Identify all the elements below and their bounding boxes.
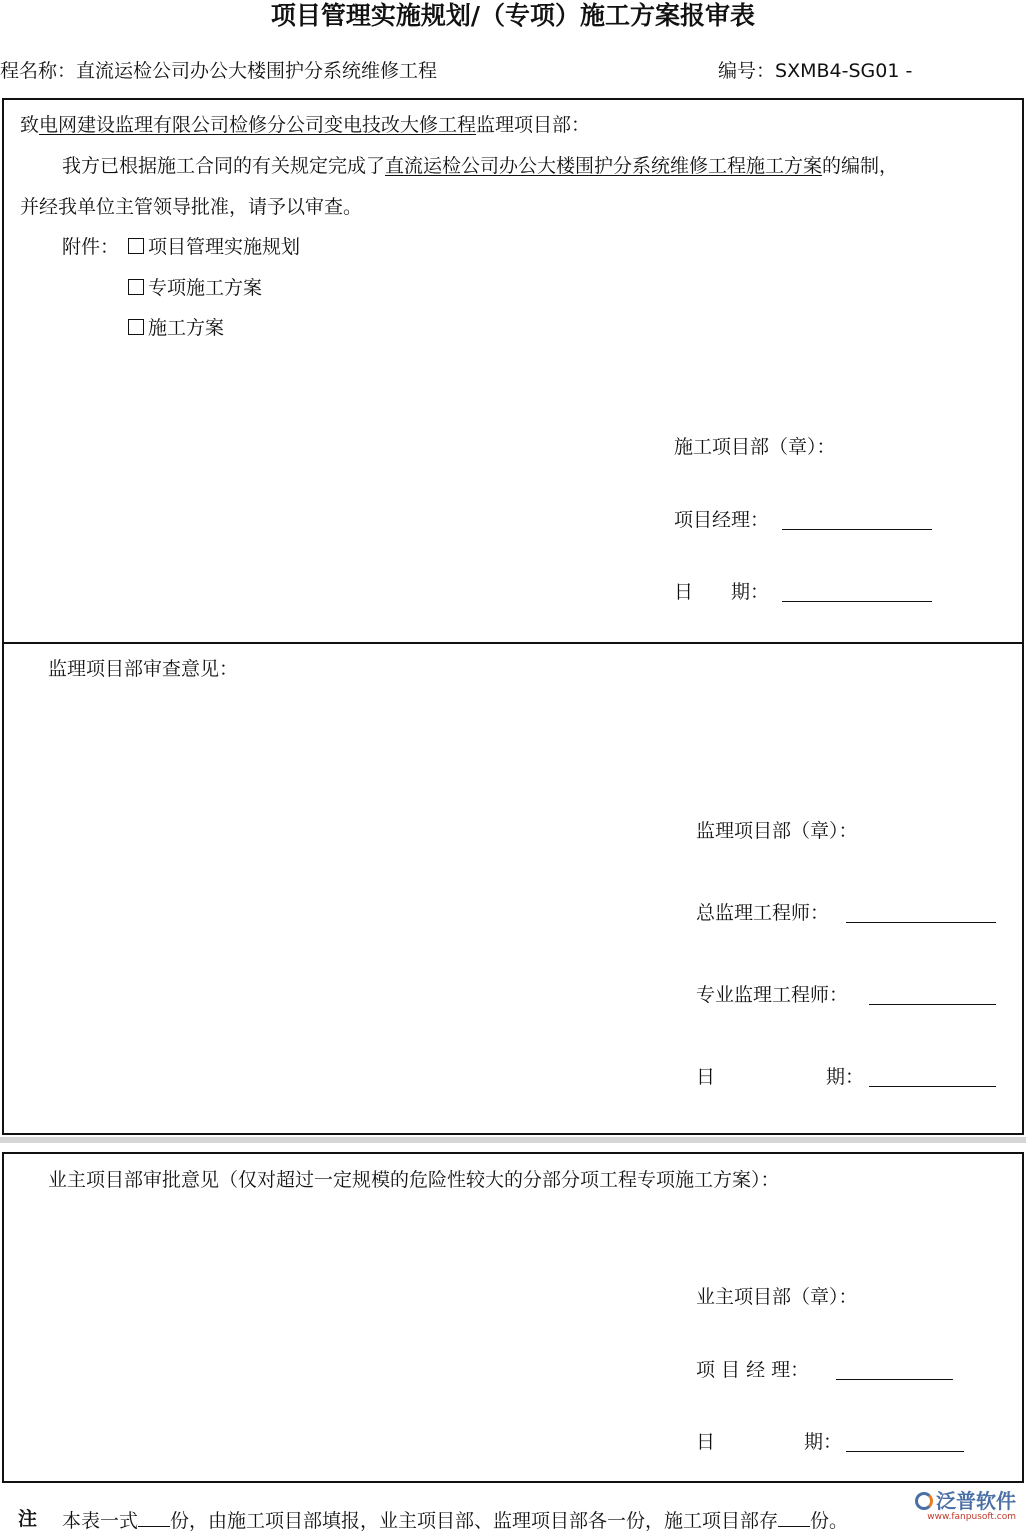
statement-line-2: 并经我单位主管领导批准，请予以审查。 — [20, 196, 363, 218]
page-title: 项目管理实施规划/（专项）施工方案报审表 — [270, 1, 756, 30]
retained-copies-field[interactable] — [778, 1506, 810, 1527]
owner-date-field[interactable] — [846, 1431, 964, 1452]
owner-seal-label: 业主项目部（章）： — [696, 1286, 858, 1308]
attachment-item[interactable] — [128, 315, 224, 341]
owner-date-label-a: 日 — [696, 1431, 716, 1453]
attachment-item[interactable] — [128, 275, 262, 301]
addressee-suffix: 监理项目部： — [476, 114, 591, 136]
attachment-label: 项目管理实施规划 — [148, 236, 301, 258]
logo-text: 泛普软件 — [936, 1489, 1016, 1513]
attachment-label: 专项施工方案 — [148, 277, 263, 299]
logo-icon — [915, 1492, 933, 1510]
section-divider — [2, 642, 1024, 644]
note-part-3: 份。 — [810, 1510, 849, 1532]
statement-line-1 — [62, 153, 898, 179]
page-separator — [0, 1137, 1026, 1143]
form-code-value: SXMB4-SG01 - — [775, 60, 913, 82]
note-label: 注 — [18, 1508, 38, 1530]
project-manager-signature-field[interactable] — [782, 509, 932, 530]
note-text — [62, 1506, 848, 1534]
addressee-org: 电网建设监理有限公司检修分公司变电技改大修工程 — [39, 114, 477, 136]
construction-seal-label: 施工项目部（章）： — [674, 436, 836, 458]
chief-engineer-signature-field[interactable] — [846, 902, 996, 923]
project-name-value: 直流运检公司办公大楼围护分系统维修工程 — [76, 60, 438, 82]
supervision-date-field[interactable] — [869, 1066, 996, 1087]
note-part-2: 份，由施工项目部填报，业主项目部、监理项目部各一份，施工项目部存 — [170, 1510, 779, 1532]
statement-project: 直流运检公司办公大楼围护分系统维修工程施工方案 — [385, 155, 823, 177]
supervision-heading: 监理项目部审查意见： — [48, 658, 239, 680]
owner-manager-signature-field[interactable] — [836, 1359, 953, 1380]
addressee-line — [20, 112, 590, 138]
project-manager-label: 项目经理： — [674, 509, 770, 531]
project-name — [0, 58, 437, 84]
statement-suffix: 的编制， — [822, 155, 899, 177]
copies-field[interactable] — [138, 1506, 170, 1527]
owner-manager-label: 项 目 经 理： — [696, 1359, 810, 1381]
statement-prefix: 我方已根据施工合同的有关规定完成了 — [62, 155, 386, 177]
attachment-item[interactable] — [128, 234, 300, 260]
owner-date-label-b: 期： — [804, 1431, 843, 1453]
construction-date-label: 日 期： — [674, 581, 770, 603]
watermark-logo — [915, 1490, 1016, 1522]
attachment-label: 施工方案 — [148, 317, 225, 339]
project-name-label: 程名称： — [0, 60, 77, 82]
project-manager-line — [674, 507, 769, 533]
logo-url: www.fanpusoft.com — [927, 1512, 1016, 1522]
checkbox[interactable] — [128, 279, 144, 295]
owner-heading: 业主项目部审批意见（仅对超过一定规模的危险性较大的分部分项工程专项施工方案）： — [48, 1169, 780, 1191]
note-part-1: 本表一式 — [62, 1510, 139, 1532]
supervision-seal-label: 监理项目部（章）： — [696, 820, 858, 842]
construction-date-field[interactable] — [782, 581, 932, 602]
specialist-engineer-label: 专业监理工程师： — [696, 984, 849, 1006]
specialist-engineer-signature-field[interactable] — [869, 984, 996, 1005]
supervision-date-label-b: 期： — [826, 1066, 865, 1088]
form-code-label: 编号： — [718, 60, 776, 82]
addressee-prefix: 致 — [20, 114, 40, 136]
supervision-date-label-a: 日 — [696, 1066, 716, 1088]
form-code — [718, 58, 912, 84]
checkbox[interactable] — [128, 238, 144, 254]
chief-engineer-label: 总监理工程师： — [696, 902, 830, 924]
attachments-label: 附件： — [62, 236, 120, 258]
checkbox[interactable] — [128, 319, 144, 335]
